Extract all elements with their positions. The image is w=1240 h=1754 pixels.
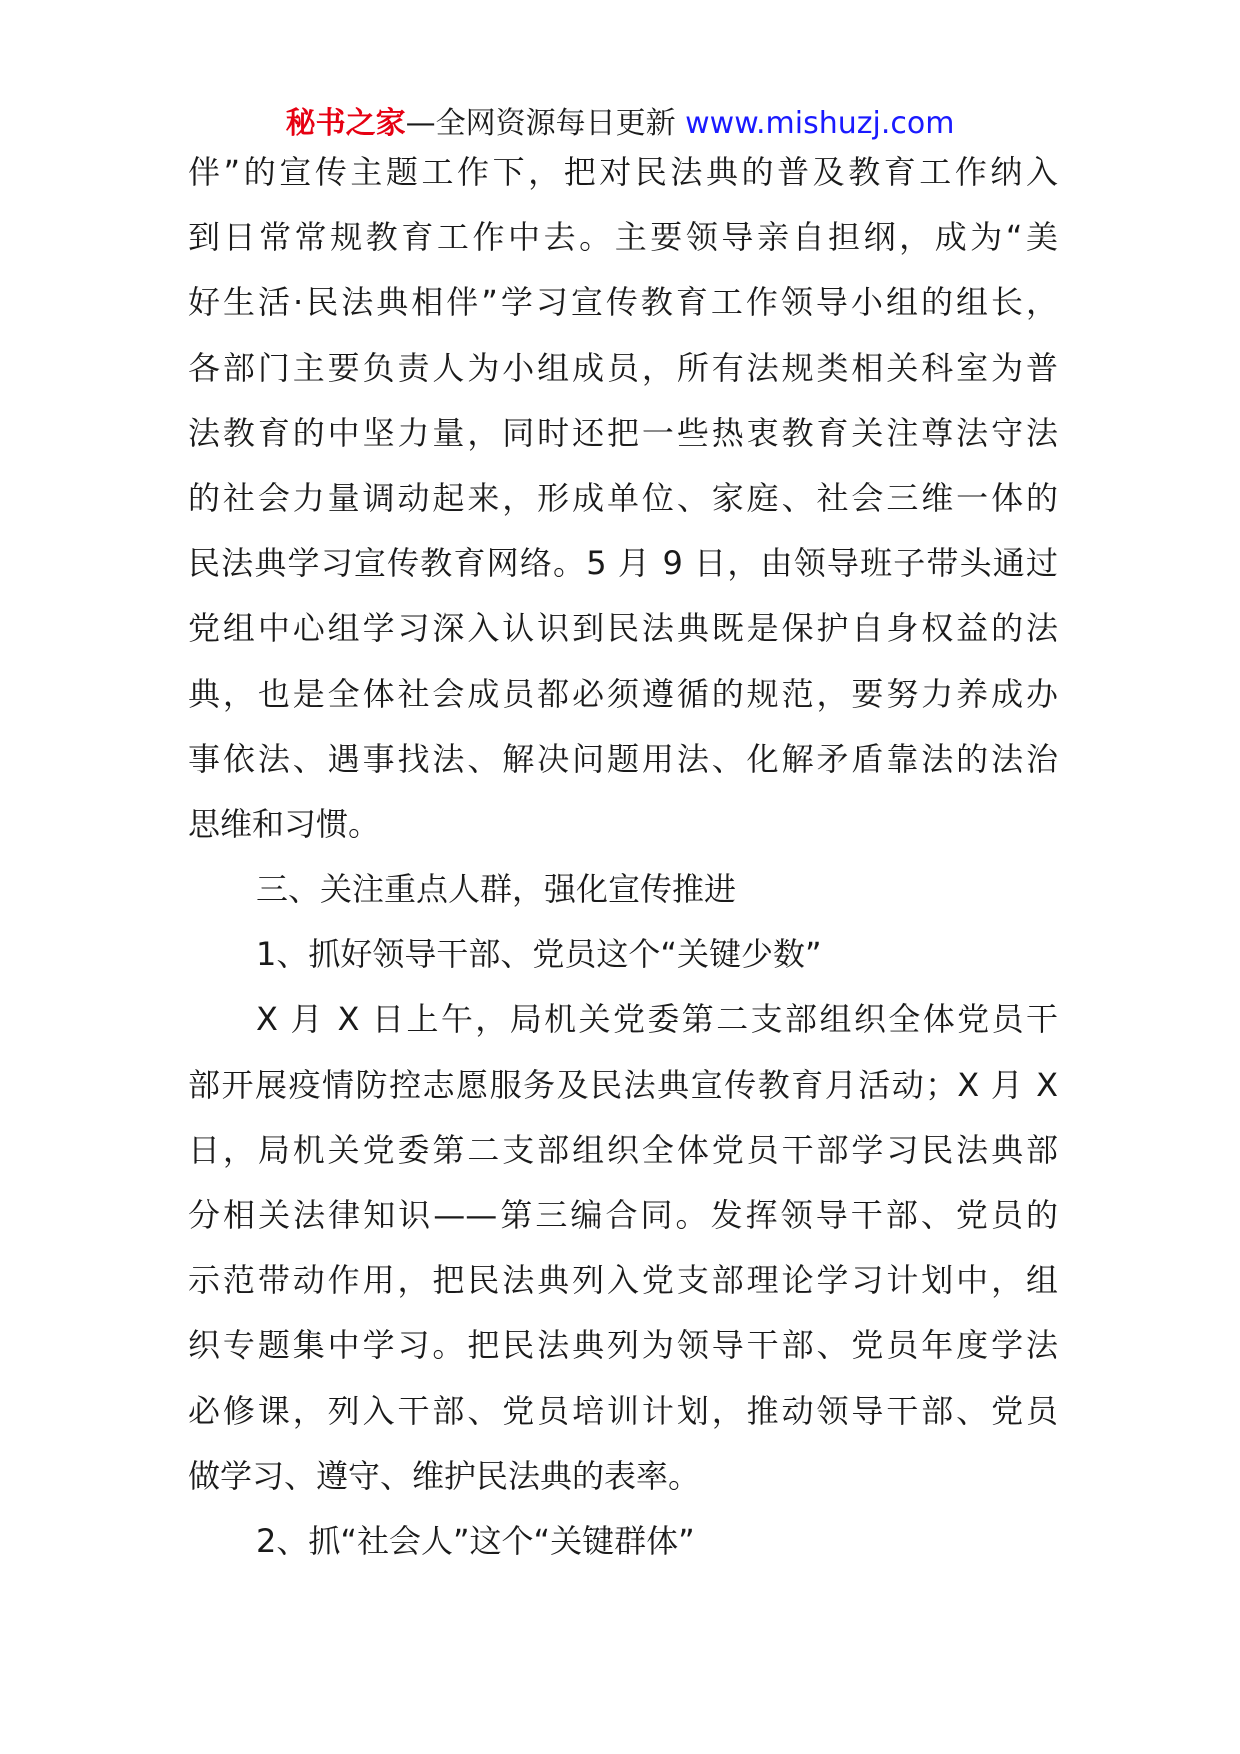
body-line: 好生活·民法典相伴”学习宣传教育工作领导小组的组长， (188, 283, 1058, 322)
body-line: 示范带动作用，把民法典列入党支部理论学习计划中，组 (188, 1261, 1058, 1300)
body-line: X 月 X 日上午，局机关党委第二支部组织全体党员干 (256, 1000, 1058, 1039)
document-body (188, 140, 1058, 1574)
body-line: 日，局机关党委第二支部组织全体党员干部学习民法典部 (188, 1130, 1058, 1169)
header-tagline: —全网资源每日更新 (405, 106, 676, 141)
brand-name: 秘书之家 (285, 106, 406, 141)
body-line: 伴”的宣传主题工作下，把对民法典的普及教育工作纳入 (188, 153, 1058, 191)
body-line: 民法典学习宣传教育网络。5 月 9 日，由领导班子带头通过 (188, 544, 1058, 583)
body-line: 必修课，列入干部、党员培训计划，推动领导干部、党员 (188, 1391, 1058, 1430)
header-url-link[interactable]: www.mishuzj.com (685, 106, 955, 141)
subsection-heading: 2、抓“社会人”这个“关键群体” (256, 1521, 695, 1560)
body-line: 法教育的中坚力量，同时还把一些热衷教育关注尊法守法 (188, 413, 1058, 452)
body-line: 典，也是全体社会成员都必须遵循的规范，要努力养成办 (188, 674, 1058, 713)
body-line: 织专题集中学习。把民法典列为领导干部、党员年度学法 (188, 1326, 1058, 1365)
body-line: 到日常常规教育工作中去。主要领导亲自担纲，成为“美 (188, 218, 1058, 257)
body-line: 部开展疫情防控志愿服务及民法典宣传教育月活动；X 月 X (188, 1065, 1058, 1104)
body-line: 党组中心组学习深入认识到民法典既是保护自身权益的法 (188, 609, 1058, 648)
body-line: 分相关法律知识——第三编合同。发挥领导干部、党员的 (188, 1196, 1058, 1234)
section-heading: 三、关注重点人群，强化宣传推进 (256, 870, 737, 909)
body-line: 做学习、遵守、维护民法典的表率。 (188, 1456, 701, 1495)
body-line: 思维和习惯。 (188, 804, 381, 843)
body-line: 事依法、遇事找法、解决问题用法、化解矛盾靠法的法治 (188, 739, 1058, 778)
body-line: 的社会力量调动起来，形成单位、家庭、社会三维一体的 (188, 478, 1058, 517)
body-line: 各部门主要负责人为小组成员，所有法规类相关科室为普 (188, 348, 1058, 387)
subsection-heading: 1、抓好领导干部、党员这个“关键少数” (256, 935, 822, 974)
